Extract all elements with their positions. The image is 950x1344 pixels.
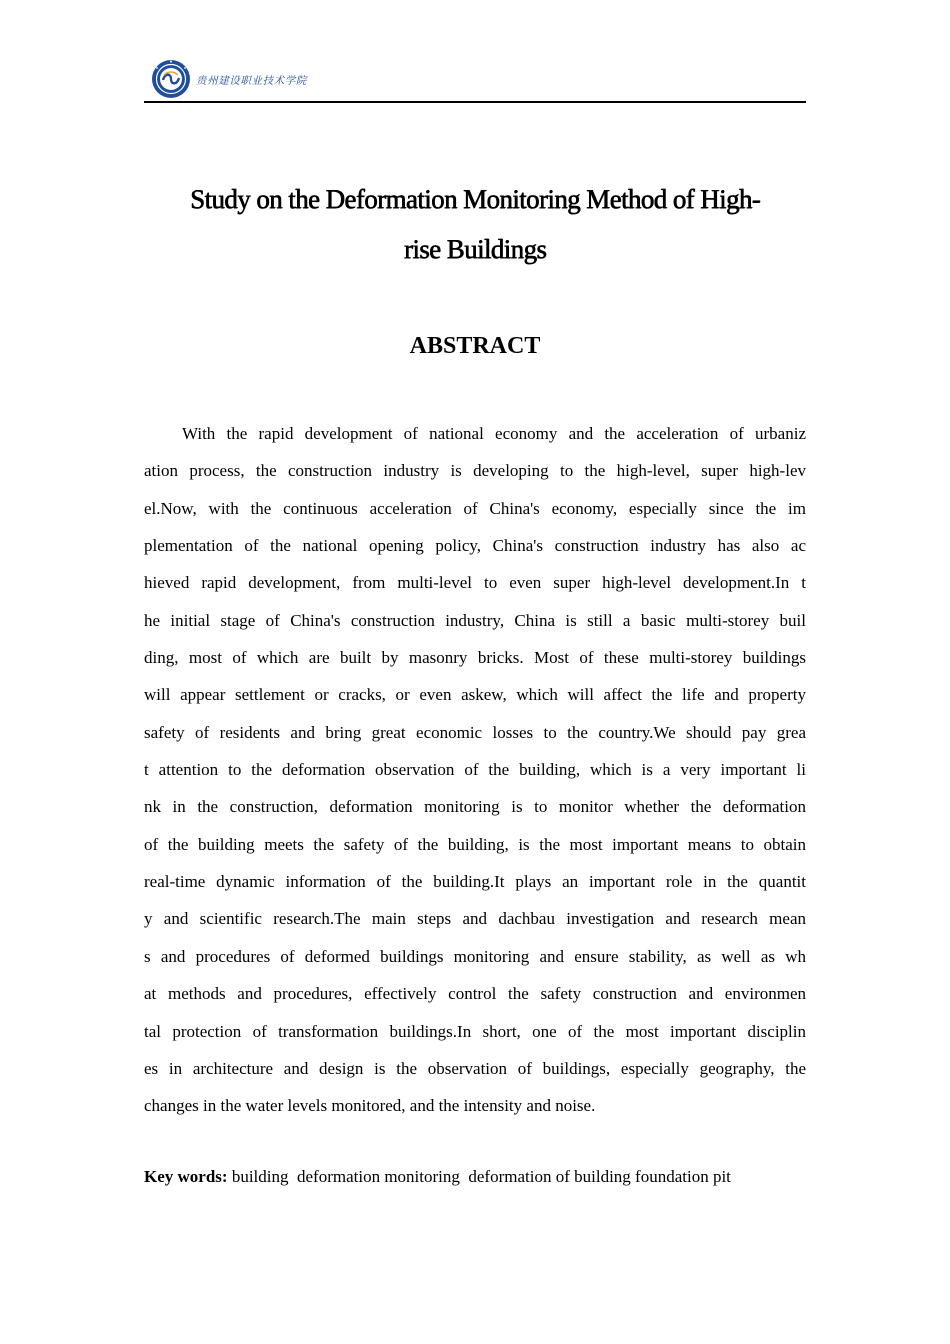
keywords-label: Key words: bbox=[144, 1167, 228, 1186]
abstract-line: of the building meets the safety of the building, is the most important means to obtain bbox=[144, 834, 806, 854]
abstract-body bbox=[144, 415, 806, 1125]
abstract-line: el.Now, with the continuous acceleration of China's economy, especially since the im bbox=[144, 498, 806, 518]
keywords bbox=[144, 1160, 806, 1194]
abstract-line: nk in the construction, deformation monitoring is to monitor whether the deformation bbox=[144, 797, 806, 817]
abstract-line: t attention to the deformation observation of the building, which is a very important li bbox=[144, 760, 806, 780]
keywords-text: building deformation monitoring deformation of building foundation pit bbox=[227, 1167, 731, 1186]
abstract-line: ation process, the construction industry is developing to the high-level, super high-lev bbox=[144, 461, 806, 481]
abstract-line: s and procedures of deformed buildings monitoring and ensure stability, as well as wh bbox=[144, 946, 806, 966]
header-rule bbox=[144, 101, 806, 103]
abstract-line: will appear settlement or cracks, or even askew, which will affect the life and property bbox=[144, 685, 806, 705]
title-line-1: Study on the Deformation Monitoring Method of High- bbox=[189, 184, 761, 214]
abstract-line: he initial stage of China's construction industry, China is still a basic multi-storey buil bbox=[144, 610, 806, 630]
abstract-line: real-time dynamic information of the building.It plays an important role in the quantit bbox=[144, 872, 806, 892]
title-line-2: rise Buildings bbox=[403, 234, 547, 264]
abstract-line: hieved rapid development, from multi-level to even super high-level development.In t bbox=[144, 573, 806, 593]
abstract-line: ding, most of which are built by masonry bricks. Most of these multi-storey buildings bbox=[144, 648, 806, 668]
abstract-line: With the rapid development of national economy and the acceleration of urbaniz bbox=[182, 424, 806, 443]
logo-text: 贵州建设职业技术学院 bbox=[196, 75, 307, 87]
paper-title bbox=[144, 174, 806, 274]
abstract-line: plementation of the national opening policy, China's construction industry has also ac bbox=[144, 536, 806, 556]
abstract-line: tal protection of transformation buildings.In short, one of the most important disciplin bbox=[144, 1021, 806, 1041]
college-logo bbox=[150, 58, 307, 100]
abstract-line: es in architecture and design is the observation of buildings, especially geography, the bbox=[144, 1058, 806, 1078]
page-header bbox=[144, 56, 806, 102]
abstract-line: changes in the water levels monitored, and the intensity and noise. bbox=[144, 1096, 596, 1116]
abstract-line: safety of residents and bring great economic losses to the country.We should pay grea bbox=[144, 722, 806, 742]
abstract-heading: ABSTRACT bbox=[409, 333, 541, 359]
abstract-line: at methods and procedures, effectively control the safety construction and environmen bbox=[144, 984, 806, 1004]
abstract-line: y and scientific research.The main steps and dachbau investigation and research mean bbox=[144, 909, 806, 929]
